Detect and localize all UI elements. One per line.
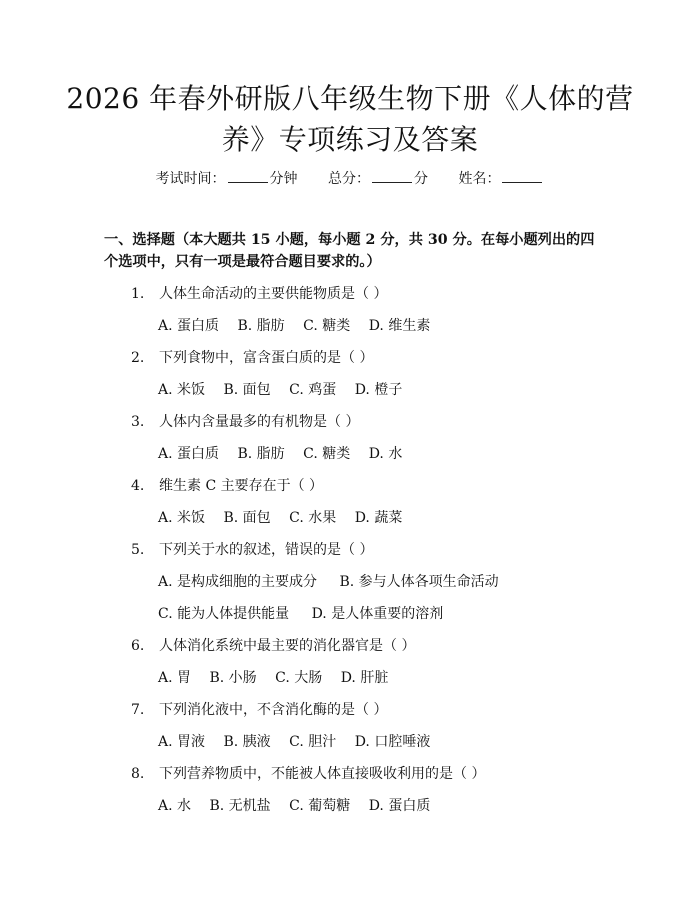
option-b: B. 脂肪	[237, 446, 285, 462]
question-text: 下列营养物质中，不能被人体直接吸收利用的是（ ）	[159, 766, 486, 782]
option-a: A. 胃液	[158, 734, 206, 750]
question-1-options	[158, 315, 444, 335]
document-title	[60, 78, 640, 160]
question-number: 7.	[131, 702, 145, 718]
exam-info-row	[0, 168, 700, 188]
question-number: 5.	[131, 542, 145, 558]
option-d: D. 肝脏	[340, 670, 389, 686]
question-8-options	[158, 795, 444, 815]
option-b: B. 小肠	[209, 670, 257, 686]
option-a: A. 是构成细胞的主要成分	[158, 574, 318, 590]
question-text: 下列消化液中，不含消化酶的是（ ）	[159, 702, 388, 718]
question-number: 1.	[131, 286, 145, 302]
student-name-field	[458, 168, 544, 188]
option-d: D. 是人体重要的溶剂	[311, 606, 444, 622]
option-b: B. 面包	[223, 382, 271, 398]
option-b: B. 面包	[223, 510, 271, 526]
question-text: 人体生命活动的主要供能物质是（ ）	[159, 286, 388, 302]
title-line-2: 养》专项练习及答案	[221, 123, 479, 156]
option-c: C. 糖类	[303, 318, 351, 334]
exam-time-field	[156, 168, 298, 188]
question-3	[131, 411, 359, 431]
question-7-options	[158, 731, 444, 751]
option-d: D. 维生素	[368, 318, 431, 334]
option-c: C. 糖类	[303, 446, 351, 462]
total-score-label: 总分：	[328, 171, 370, 187]
total-score-field	[328, 168, 428, 188]
option-a: A. 蛋白质	[158, 446, 220, 462]
option-c: C. 水果	[289, 510, 337, 526]
question-5	[131, 539, 373, 559]
option-b: B. 胰液	[223, 734, 271, 750]
question-2	[131, 347, 373, 367]
option-b: B. 脂肪	[237, 318, 285, 334]
exam-time-blank[interactable]	[228, 170, 268, 183]
question-text: 维生素 C 主要存在于（ ）	[159, 478, 324, 494]
question-4-options	[158, 507, 416, 527]
question-number: 4.	[131, 478, 145, 494]
question-4	[131, 475, 323, 495]
option-a: A. 米饭	[158, 510, 206, 526]
section-heading: 一、选择题（本大题共 15 小题，每小题 2 分，共 30 分。在每小题列出的四个选项中，只有一项是最符合题目要求的。）	[104, 232, 595, 270]
question-5-options-row-2	[158, 603, 461, 623]
option-d: D. 橙子	[354, 382, 403, 398]
question-5-options-row-1	[158, 571, 517, 591]
student-name-blank[interactable]	[502, 170, 542, 183]
question-number: 2.	[131, 350, 145, 366]
exam-time-label: 考试时间：	[155, 171, 226, 187]
question-text: 人体内含量最多的有机物是（ ）	[159, 414, 360, 430]
question-2-options	[158, 379, 416, 399]
option-b: B. 参与人体各项生命活动	[339, 574, 499, 590]
total-score-unit: 分	[414, 171, 428, 187]
question-number: 3.	[131, 414, 145, 430]
question-6-options	[158, 667, 402, 687]
question-text: 人体消化系统中最主要的消化器官是（ ）	[159, 638, 416, 654]
question-1	[131, 283, 387, 303]
option-c: C. 能为人体提供能量	[158, 606, 290, 622]
option-b: B. 无机盐	[209, 798, 271, 814]
option-a: A. 蛋白质	[158, 318, 220, 334]
option-c: C. 葡萄糖	[289, 798, 351, 814]
question-text: 下列食物中，富含蛋白质的是（ ）	[159, 350, 374, 366]
option-c: C. 鸡蛋	[289, 382, 337, 398]
student-name-label: 姓名：	[458, 171, 501, 187]
question-number: 8.	[131, 766, 145, 782]
option-d: D. 蔬菜	[354, 510, 403, 526]
question-text: 下列关于水的叙述，错误的是（ ）	[159, 542, 374, 558]
question-8	[131, 763, 485, 783]
option-a: A. 胃	[158, 670, 192, 686]
exam-time-unit: 分钟	[269, 171, 298, 187]
option-d: D. 水	[368, 446, 403, 462]
question-7	[131, 699, 387, 719]
total-score-blank[interactable]	[372, 170, 412, 183]
option-a: A. 米饭	[158, 382, 206, 398]
option-c: C. 胆汁	[289, 734, 337, 750]
question-3-options	[158, 443, 416, 463]
question-number: 6.	[131, 638, 145, 654]
question-6	[131, 635, 415, 655]
option-d: D. 蛋白质	[368, 798, 431, 814]
title-line-1: 2026 年春外研版八年级生物下册《人体的营	[66, 82, 634, 115]
option-d: D. 口腔唾液	[354, 734, 431, 750]
option-c: C. 大肠	[275, 670, 323, 686]
option-a: A. 水	[158, 798, 192, 814]
